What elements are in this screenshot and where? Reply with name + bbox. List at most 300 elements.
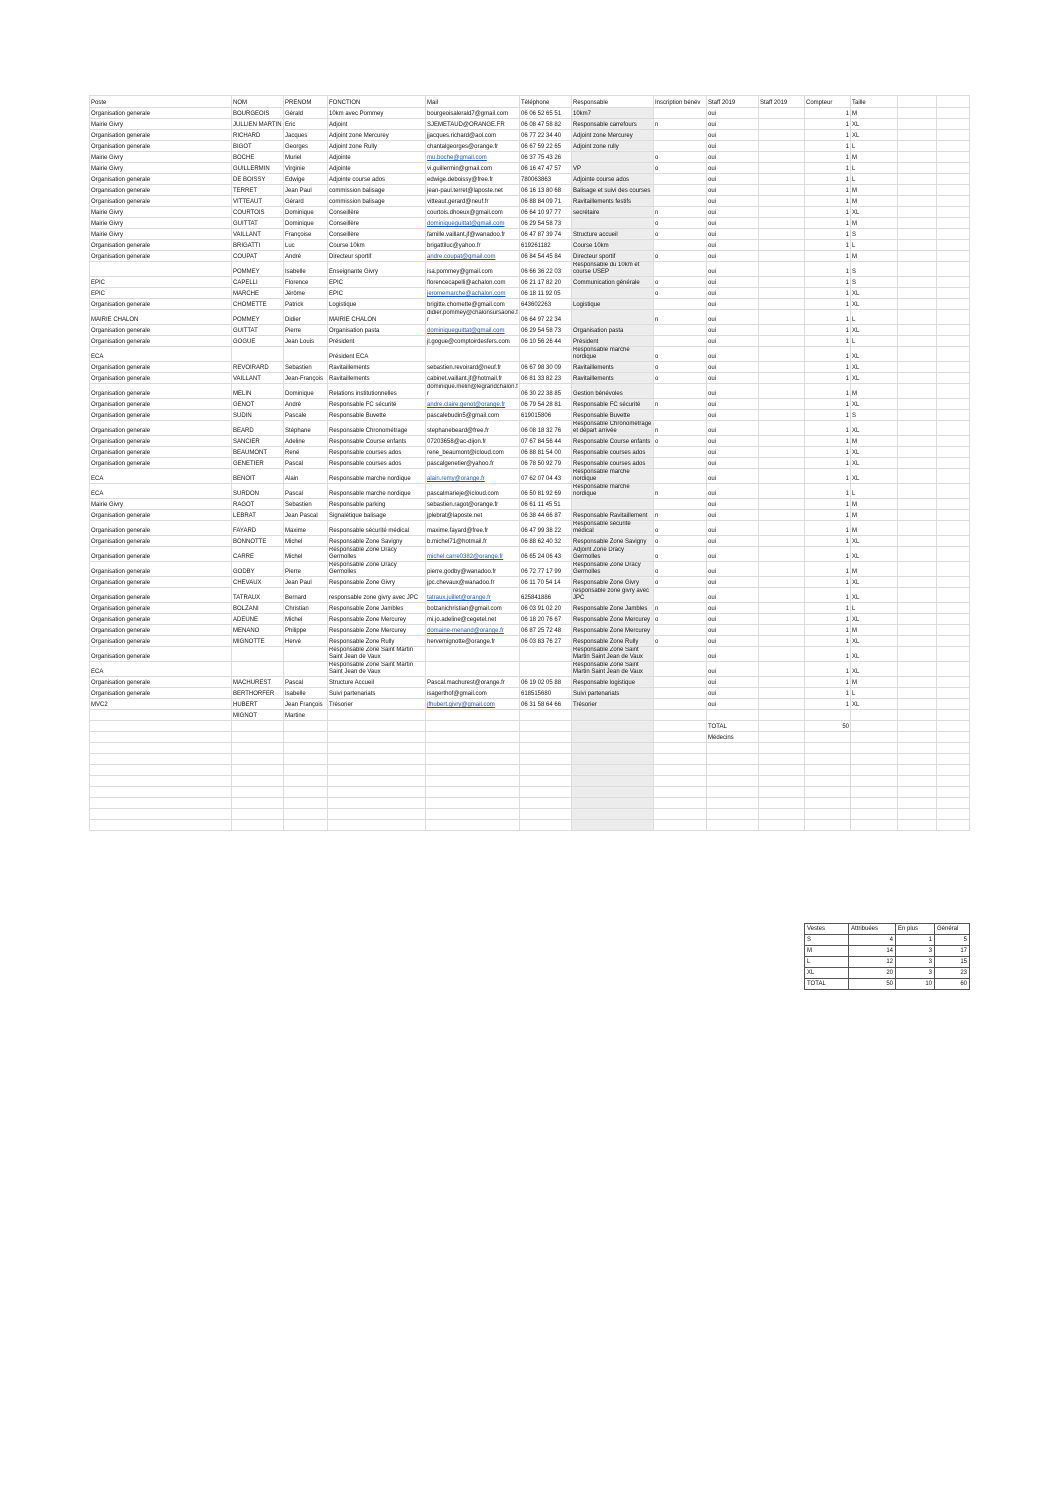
cell-inscription: n bbox=[654, 207, 707, 218]
cell-taille: XL bbox=[851, 662, 898, 677]
cell-prenom: Bernard bbox=[284, 588, 328, 603]
cell-extra-2 bbox=[937, 484, 970, 499]
cell-staff-2019-b bbox=[759, 336, 805, 347]
cell-inscription: o bbox=[654, 229, 707, 240]
cell-extra-1 bbox=[898, 152, 937, 163]
cell-staff-2019-a: oui bbox=[707, 547, 759, 562]
header-telephone: Téléphone bbox=[520, 96, 572, 108]
cell-compteur: 1 bbox=[805, 577, 851, 588]
cell-fonction: Responsable Chronométrage bbox=[328, 421, 426, 436]
cell-poste: Organisation generale bbox=[90, 536, 232, 547]
cell-staff-2019-a bbox=[707, 710, 759, 721]
cell-mail[interactable]: andre.claire.genot@orange.fr bbox=[426, 399, 520, 410]
empty-cell bbox=[851, 721, 898, 732]
cell-extra-1 bbox=[898, 288, 937, 299]
cell-mail[interactable]: vi.guillermin@gmail.com bbox=[426, 163, 520, 174]
cell-mail[interactable]: pascalebudin5@gmail.com bbox=[426, 410, 520, 421]
cell-responsable: responsable zone givry avec JPC bbox=[572, 588, 654, 603]
table-row bbox=[90, 577, 970, 588]
cell-fonction: responsable zone givry avec JPC bbox=[328, 588, 426, 603]
cell-mail[interactable]: chantalgeorges@orange.fr bbox=[426, 141, 520, 152]
cell-nom: RICHARD bbox=[232, 130, 284, 141]
cell-staff-2019-b bbox=[759, 185, 805, 196]
cell-mail[interactable]: bourgeoisalerald7@gmail.com bbox=[426, 108, 520, 119]
table-row bbox=[90, 536, 970, 547]
cell-extra-1 bbox=[898, 458, 937, 469]
cell-fonction: Enseignante Givry bbox=[328, 262, 426, 277]
cell-staff-2019-b bbox=[759, 577, 805, 588]
cell-staff-2019-a: oui bbox=[707, 588, 759, 603]
cell-extra-2 bbox=[937, 521, 970, 536]
cell-fonction: Ravitaillements bbox=[328, 362, 426, 373]
cell-telephone: 06 88 81 54 00 bbox=[520, 447, 572, 458]
cell-mail[interactable]: jpc.chevaux@wanadoo.fr bbox=[426, 577, 520, 588]
cell-poste: Mairie Givry bbox=[90, 163, 232, 174]
cell-mail[interactable]: jjacques.richard@aol.com bbox=[426, 130, 520, 141]
cell-staff-2019-b bbox=[759, 347, 805, 362]
cell-staff-2019-b bbox=[759, 562, 805, 577]
cell-compteur: 1 bbox=[805, 185, 851, 196]
cell-extra-1 bbox=[898, 499, 937, 510]
cell-staff-2019-a: oui bbox=[707, 647, 759, 662]
cell-mail[interactable]: dominiqueguittat@gmail.com bbox=[426, 218, 520, 229]
cell-mail[interactable]: brigitte.chomette@gmail.com bbox=[426, 299, 520, 310]
cell-fonction: Relations institutionnelles bbox=[328, 384, 426, 399]
cell-compteur: 1 bbox=[805, 603, 851, 614]
cell-responsable bbox=[572, 152, 654, 163]
cell-fonction bbox=[328, 710, 426, 721]
cell-inscription bbox=[654, 625, 707, 636]
empty-cell bbox=[426, 754, 520, 765]
cell-mail[interactable]: rene_beaumont@icloud.com bbox=[426, 447, 520, 458]
cell-responsable: Responsable carrefours bbox=[572, 119, 654, 130]
cell-prenom: Alain bbox=[284, 469, 328, 484]
cell-staff-2019-a: oui bbox=[707, 536, 759, 547]
cell-inscription bbox=[654, 458, 707, 469]
cell-mail[interactable]: mi.jo.adeline@cegetel.net bbox=[426, 614, 520, 625]
cell-staff-2019-b bbox=[759, 699, 805, 710]
sizes-cell-vestes: TOTAL bbox=[805, 979, 849, 990]
cell-taille: M bbox=[851, 218, 898, 229]
cell-extra-2 bbox=[937, 325, 970, 336]
cell-mail[interactable]: dominique.melin@legrandchalon.fr bbox=[427, 384, 518, 397]
cell-taille: XL bbox=[851, 325, 898, 336]
cell-taille: S bbox=[851, 410, 898, 421]
cell-responsable bbox=[572, 499, 654, 510]
cell-extra-2 bbox=[937, 373, 970, 384]
cell-nom: MIGNOTTE bbox=[232, 636, 284, 647]
header-poste: Poste bbox=[90, 96, 232, 108]
cell-mail[interactable]: brigattiluc@yahoo.fr bbox=[426, 240, 520, 251]
empty-cell bbox=[426, 809, 520, 820]
cell-mail[interactable]: isagerthof@gmail.com bbox=[426, 688, 520, 699]
cell-extra-2 bbox=[937, 410, 970, 421]
table-row bbox=[90, 325, 970, 336]
cell-compteur: 1 bbox=[805, 130, 851, 141]
cell-responsable: VP bbox=[572, 163, 654, 174]
cell-prenom: Eric bbox=[284, 119, 328, 130]
cell-inscription: n bbox=[654, 119, 707, 130]
cell-telephone: 06 84 54 45 84 bbox=[520, 251, 572, 262]
sizes-row bbox=[805, 968, 970, 979]
cell-fonction: Président ECA bbox=[328, 347, 426, 362]
cell-mail[interactable]: jean-paul.terret@laposte.net bbox=[426, 185, 520, 196]
empty-cell bbox=[654, 743, 707, 754]
cell-fonction: Responsable Zone Mercurey bbox=[328, 614, 426, 625]
cell-nom bbox=[232, 647, 284, 662]
cell-telephone: 06 29 54 58 73 bbox=[520, 218, 572, 229]
cell-inscription bbox=[654, 185, 707, 196]
empty-cell bbox=[328, 820, 426, 831]
cell-extra-1 bbox=[898, 484, 937, 499]
cell-telephone: 06 06 52 65 51 bbox=[520, 108, 572, 119]
cell-extra-2 bbox=[937, 677, 970, 688]
cell-poste: Organisation generale bbox=[90, 130, 232, 141]
cell-mail[interactable]: 07203658@ac-dijon.fr bbox=[426, 436, 520, 447]
cell-nom: SUDIN bbox=[232, 410, 284, 421]
cell-compteur: 1 bbox=[805, 410, 851, 421]
empty-cell bbox=[898, 732, 937, 743]
empty-cell bbox=[520, 798, 572, 809]
cell-responsable: Structure accueil bbox=[572, 229, 654, 240]
cell-fonction: Adjoint zone Rully bbox=[328, 141, 426, 152]
sizes-cell-vestes: S bbox=[805, 935, 849, 946]
cell-extra-1 bbox=[898, 547, 937, 562]
empty-cell bbox=[232, 798, 284, 809]
cell-compteur: 1 bbox=[805, 484, 851, 499]
cell-staff-2019-b bbox=[759, 130, 805, 141]
cell-telephone: 06 16 13 80 68 bbox=[520, 185, 572, 196]
empty-cell bbox=[232, 776, 284, 787]
table-row bbox=[90, 436, 970, 447]
cell-extra-1 bbox=[898, 699, 937, 710]
cell-staff-2019-a: oui bbox=[707, 447, 759, 458]
cell-compteur: 1 bbox=[805, 447, 851, 458]
cell-mail[interactable]: hervemignotte@orange.fr bbox=[426, 636, 520, 647]
cell-inscription bbox=[654, 662, 707, 677]
cell-mail[interactable]: andre.coupat@gmail.com bbox=[426, 251, 520, 262]
cell-poste: EPIC bbox=[90, 277, 232, 288]
cell-staff-2019-b bbox=[759, 688, 805, 699]
cell-nom: CARRE bbox=[232, 547, 284, 562]
cell-mail[interactable]: isa.pommey@gmail.com bbox=[426, 262, 520, 277]
cell-responsable bbox=[572, 710, 654, 721]
cell-poste: Organisation generale bbox=[90, 185, 232, 196]
cell-staff-2019-a: oui bbox=[707, 152, 759, 163]
cell-poste bbox=[90, 710, 232, 721]
cell-staff-2019-b bbox=[759, 647, 805, 662]
cell-inscription bbox=[654, 469, 707, 484]
cell-nom: GENETIER bbox=[232, 458, 284, 469]
cell-poste: Organisation generale bbox=[90, 547, 232, 562]
cell-prenom: Pierre bbox=[284, 562, 328, 577]
sizes-row bbox=[805, 957, 970, 968]
cell-telephone: 06 67 59 22 65 bbox=[520, 141, 572, 152]
cell-responsable: Responsable Zone Mercurey bbox=[572, 614, 654, 625]
cell-mail[interactable]: pascalmarieje@icloud.com bbox=[426, 484, 520, 499]
cell-staff-2019-b bbox=[759, 207, 805, 218]
cell-prenom: Hervé bbox=[284, 636, 328, 647]
cell-poste: Organisation generale bbox=[90, 336, 232, 347]
cell-staff-2019-b bbox=[759, 499, 805, 510]
cell-prenom: Dominique bbox=[284, 384, 328, 399]
cell-staff-2019-a: oui bbox=[707, 229, 759, 240]
cell-mail[interactable]: bolzanichristian@gmail.com bbox=[426, 603, 520, 614]
cell-poste: Mairie Givry bbox=[90, 218, 232, 229]
cell-taille: M bbox=[851, 625, 898, 636]
table-row bbox=[90, 547, 970, 562]
cell-extra-1 bbox=[898, 588, 937, 603]
cell-extra-2 bbox=[937, 625, 970, 636]
cell-staff-2019-a: oui bbox=[707, 399, 759, 410]
cell-mail[interactable]: maxime.fayard@free.fr bbox=[426, 521, 520, 536]
cell-telephone bbox=[520, 662, 572, 677]
table-row bbox=[90, 647, 970, 662]
cell-mail[interactable]: pierre.godby@wanadoo.fr bbox=[426, 562, 520, 577]
empty-cell bbox=[937, 809, 970, 820]
cell-mail[interactable]: michel.carre0382@orange.fr bbox=[426, 547, 520, 562]
cell-mail bbox=[426, 347, 520, 362]
cell-staff-2019-b bbox=[759, 229, 805, 240]
sizes-cell-attribuees: 20 bbox=[849, 968, 896, 979]
empty-cell bbox=[851, 798, 898, 809]
cell-staff-2019-a: oui bbox=[707, 185, 759, 196]
cell-poste: Mairie Givry bbox=[90, 499, 232, 510]
cell-mail[interactable]: tatraux.juillet@orange.fr bbox=[426, 588, 520, 603]
cell-compteur: 1 bbox=[805, 647, 851, 662]
cell-responsable: Adjointe course ados bbox=[572, 174, 654, 185]
cell-inscription: o bbox=[654, 152, 707, 163]
cell-compteur: 1 bbox=[805, 521, 851, 536]
empty-cell bbox=[937, 798, 970, 809]
cell-mail[interactable]: jl.gogue@comptoirdesfers.com bbox=[426, 336, 520, 347]
blank-row bbox=[90, 798, 970, 809]
table-row bbox=[90, 174, 970, 185]
cell-nom: REVOIRARD bbox=[232, 362, 284, 373]
cell-staff-2019-a: oui bbox=[707, 277, 759, 288]
cell-taille: L bbox=[851, 240, 898, 251]
table-row bbox=[90, 662, 970, 677]
cell-prenom: Jean François bbox=[284, 699, 328, 710]
cell-compteur: 1 bbox=[805, 373, 851, 384]
cell-staff-2019-b bbox=[759, 677, 805, 688]
header-row bbox=[90, 96, 970, 108]
cell-staff-2019-a: oui bbox=[707, 562, 759, 577]
cell-poste: Organisation generale bbox=[90, 108, 232, 119]
cell-inscription: n bbox=[654, 310, 707, 325]
cell-taille bbox=[851, 710, 898, 721]
cell-extra-2 bbox=[937, 141, 970, 152]
blank-row bbox=[90, 754, 970, 765]
header-compteur: Compteur bbox=[805, 96, 851, 108]
cell-fonction: Responsable Zone Saint Martin Saint Jean de Vaux bbox=[328, 647, 426, 662]
cell-extra-1 bbox=[898, 410, 937, 421]
cell-staff-2019-b bbox=[759, 536, 805, 547]
cell-taille: XL bbox=[851, 536, 898, 547]
cell-telephone: 06 50 81 92 69 bbox=[520, 484, 572, 499]
cell-taille: M bbox=[851, 562, 898, 577]
volunteers-sheet bbox=[89, 95, 970, 831]
empty-cell bbox=[851, 765, 898, 776]
sizes-cell-en-plus: 3 bbox=[896, 968, 935, 979]
cell-mail[interactable]: b.michel71@hotmail.fr bbox=[426, 536, 520, 547]
cell-extra-1 bbox=[898, 196, 937, 207]
cell-inscription: o bbox=[654, 362, 707, 373]
cell-inscription: o bbox=[654, 536, 707, 547]
cell-staff-2019-a: oui bbox=[707, 577, 759, 588]
cell-mail[interactable]: dominiqueguittat@gmail.com bbox=[426, 325, 520, 336]
cell-extra-2 bbox=[937, 119, 970, 130]
cell-prenom: Gérald bbox=[284, 108, 328, 119]
cell-responsable: Responsable marche nordique bbox=[572, 484, 654, 499]
cell-telephone: 06 88 84 09 71 bbox=[520, 196, 572, 207]
empty-cell bbox=[90, 765, 232, 776]
cell-compteur: 1 bbox=[805, 362, 851, 373]
empty-cell bbox=[851, 787, 898, 798]
empty-cell bbox=[759, 721, 805, 732]
empty-cell bbox=[759, 787, 805, 798]
cell-mail[interactable]: didier.pommey@chalonsursaone.fr bbox=[427, 310, 518, 323]
cell-fonction: 10km avec Pommey bbox=[328, 108, 426, 119]
empty-cell bbox=[898, 787, 937, 798]
cell-extra-1 bbox=[898, 240, 937, 251]
table-row bbox=[90, 373, 970, 384]
cell-extra-1 bbox=[898, 277, 937, 288]
empty-cell bbox=[426, 776, 520, 787]
cell-taille: XL bbox=[851, 373, 898, 384]
empty-cell bbox=[805, 787, 851, 798]
cell-extra-1 bbox=[898, 218, 937, 229]
cell-mail[interactable]: SJEMETAUD@ORANGE.FR bbox=[426, 119, 520, 130]
cell-staff-2019-b bbox=[759, 547, 805, 562]
cell-mail[interactable]: stephanebeard@free.fr bbox=[426, 421, 520, 436]
cell-mail[interactable]: jeromemarche@achalon.com bbox=[426, 288, 520, 299]
cell-staff-2019-a: oui bbox=[707, 288, 759, 299]
empty-cell bbox=[90, 721, 232, 732]
cell-staff-2019-a: oui bbox=[707, 119, 759, 130]
cell-inscription bbox=[654, 174, 707, 185]
cell-extra-2 bbox=[937, 288, 970, 299]
cell-fonction: Course 10km bbox=[328, 240, 426, 251]
cell-staff-2019-a: oui bbox=[707, 196, 759, 207]
cell-telephone: 06 79 54 28 81 bbox=[520, 399, 572, 410]
cell-extra-2 bbox=[937, 603, 970, 614]
cell-mail[interactable]: domaine-menand@orange.fr bbox=[426, 625, 520, 636]
cell-responsable: Responsable du 10km et course USEP bbox=[572, 262, 654, 277]
cell-telephone: 06 64 97 22 34 bbox=[520, 310, 572, 325]
cell-mail[interactable]: mu.boche@gmail.com bbox=[426, 152, 520, 163]
cell-mail[interactable]: vitteaut.gerard@neuf.fr bbox=[426, 196, 520, 207]
cell-mail[interactable]: edwige.deboissy@free.fr bbox=[426, 174, 520, 185]
cell-inscription: o bbox=[654, 521, 707, 536]
cell-taille: XL bbox=[851, 614, 898, 625]
cell-staff-2019-a: oui bbox=[707, 325, 759, 336]
cell-staff-2019-b bbox=[759, 614, 805, 625]
cell-telephone: 619015806 bbox=[520, 410, 572, 421]
cell-compteur: 1 bbox=[805, 229, 851, 240]
table-row bbox=[90, 521, 970, 536]
cell-mail[interactable]: sebastien.revoirard@neuf.fr bbox=[426, 362, 520, 373]
cell-compteur: 1 bbox=[805, 347, 851, 362]
cell-nom: BRIGATTI bbox=[232, 240, 284, 251]
cell-mail[interactable]: famille.vaillant.jf@wanadoo.fr bbox=[426, 229, 520, 240]
empty-cell bbox=[654, 754, 707, 765]
cell-prenom: Jean Paul bbox=[284, 185, 328, 196]
table-row bbox=[90, 218, 970, 229]
cell-compteur: 1 bbox=[805, 436, 851, 447]
cell-taille: L bbox=[851, 163, 898, 174]
cell-nom: POMMEY bbox=[232, 262, 284, 277]
table-row bbox=[90, 499, 970, 510]
cell-fonction: Responsable Zone Givry bbox=[328, 577, 426, 588]
cell-compteur: 1 bbox=[805, 384, 851, 399]
cell-mail[interactable]: pascalgenetier@yahoo.fr bbox=[426, 458, 520, 469]
cell-mail[interactable]: jfhubert.givry@gmail.com bbox=[426, 699, 520, 710]
cell-mail[interactable]: sebastien.ragot@orange.fr bbox=[426, 499, 520, 510]
cell-mail[interactable]: cabinet.vaillant.jf@hotmail.fr bbox=[426, 373, 520, 384]
cell-nom: SURDON bbox=[232, 484, 284, 499]
cell-mail[interactable]: Pascal.machurest@orange.fr bbox=[426, 677, 520, 688]
cell-poste: ECA bbox=[90, 469, 232, 484]
cell-staff-2019-a: oui bbox=[707, 677, 759, 688]
cell-extra-2 bbox=[937, 384, 970, 399]
table-row bbox=[90, 108, 970, 119]
cell-extra-2 bbox=[937, 547, 970, 562]
cell-staff-2019-a: oui bbox=[707, 521, 759, 536]
cell-fonction: EPIC bbox=[328, 288, 426, 299]
cell-nom: VAILLANT bbox=[232, 229, 284, 240]
sizes-cell-vestes: L bbox=[805, 957, 849, 968]
cell-prenom: Pascal bbox=[284, 484, 328, 499]
cell-prenom: Virginie bbox=[284, 163, 328, 174]
cell-extra-1 bbox=[898, 510, 937, 521]
cell-staff-2019-b bbox=[759, 447, 805, 458]
cell-responsable: Ravitaillements bbox=[572, 373, 654, 384]
table-row bbox=[90, 288, 970, 299]
empty-cell bbox=[520, 776, 572, 787]
cell-taille: L bbox=[851, 603, 898, 614]
sizes-row bbox=[805, 946, 970, 957]
cell-staff-2019-b bbox=[759, 436, 805, 447]
cell-inscription: n bbox=[654, 484, 707, 499]
cell-fonction: Conseillère bbox=[328, 207, 426, 218]
cell-taille: S bbox=[851, 229, 898, 240]
cell-mail[interactable]: courtois.dhoeux@gmail.com bbox=[426, 207, 520, 218]
cell-extra-2 bbox=[937, 174, 970, 185]
cell-nom: POMMEY bbox=[232, 310, 284, 325]
medecins-row bbox=[90, 732, 970, 743]
table-row bbox=[90, 447, 970, 458]
cell-mail[interactable]: jplebrat@laposte.net bbox=[426, 510, 520, 521]
cell-mail[interactable]: florencecapelli@achalon.com bbox=[426, 277, 520, 288]
cell-extra-2 bbox=[937, 362, 970, 373]
cell-compteur: 1 bbox=[805, 240, 851, 251]
cell-fonction: Conseillère bbox=[328, 229, 426, 240]
cell-telephone: 06 08 18 32 76 bbox=[520, 421, 572, 436]
cell-responsable: Suivi partenariats bbox=[572, 688, 654, 699]
cell-nom: GENOT bbox=[232, 399, 284, 410]
cell-fonction: commission balisage bbox=[328, 196, 426, 207]
cell-mail[interactable]: alain.remy@orange.fr bbox=[426, 469, 520, 484]
cell-taille: XL bbox=[851, 362, 898, 373]
table-row bbox=[90, 119, 970, 130]
cell-inscription: o bbox=[654, 251, 707, 262]
cell-extra-1 bbox=[898, 185, 937, 196]
cell-nom: VITTEAUT bbox=[232, 196, 284, 207]
cell-responsable: Ravitaillements bbox=[572, 362, 654, 373]
cell-responsable: Logistique bbox=[572, 299, 654, 310]
cell-extra-1 bbox=[898, 163, 937, 174]
